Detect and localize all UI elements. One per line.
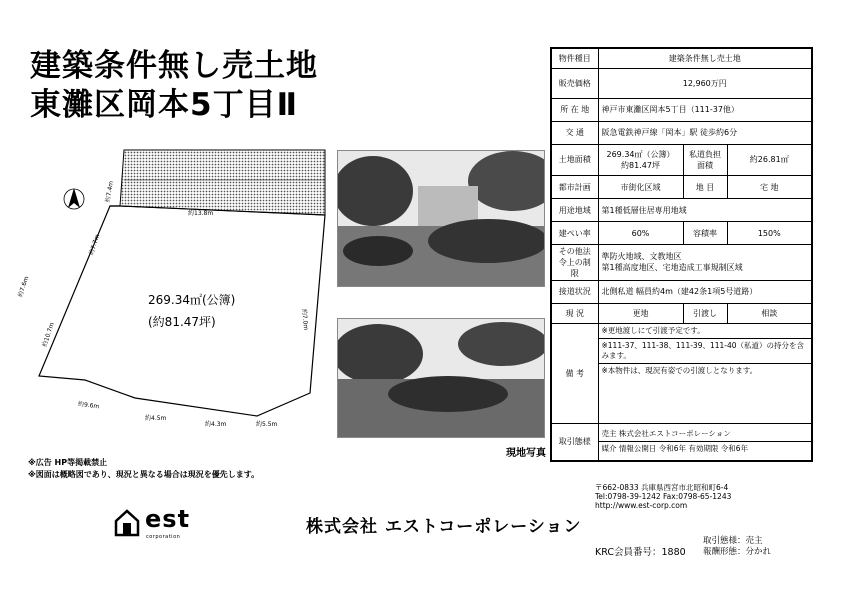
land-category-value: 宅 地 <box>727 176 812 199</box>
table-row <box>551 199 812 222</box>
title-line1: 建築条件無し売土地 <box>30 48 318 84</box>
drawing-note: ※図面は概略図であり、現況と異なる場合は現況を優先します。 <box>28 470 260 479</box>
zoning-value: 市街化区域 <box>598 176 683 199</box>
row-label: 交 通 <box>551 121 598 144</box>
dim-label: 約7.7m <box>88 233 102 257</box>
ad-note: ※広告 HP等掲載禁止 <box>28 458 108 467</box>
row-label: その他法令上の制限 <box>551 245 598 281</box>
dim-label: 約7.6m <box>17 275 31 299</box>
row-label: 接道状況 <box>551 280 598 303</box>
phone-line: Tel:0798-39-1242 Fax:0798-65-1243 <box>595 492 732 501</box>
url-line[interactable]: http://www.est-corp.com <box>595 501 688 510</box>
transaction-line: 売主 株式会社エストコーポレーション <box>601 429 731 439</box>
coverage-value: 60% <box>598 222 683 245</box>
house-logo-icon <box>112 507 142 537</box>
dim-label: 約7.0m <box>300 308 310 331</box>
table-row <box>551 423 812 461</box>
private-road-area <box>120 150 325 215</box>
table-row <box>551 48 812 69</box>
krc-member-number: KRC会員番号：1880 <box>595 547 686 558</box>
road-value: 北側私道 幅員約4m（建42条1項5号道路） <box>598 280 812 303</box>
remark-line: ※本物件は、現況有姿での引渡しとなります。 <box>599 363 812 378</box>
trade-mode: 取引態様：売主 <box>703 536 763 546</box>
status-value: 更地 <box>598 303 683 324</box>
row-label: 引渡し <box>683 303 727 324</box>
site-photo-1 <box>337 150 545 287</box>
lot-tsubo-text: (約81.47坪) <box>148 315 216 329</box>
law-value-line: 第1種高度地区、宅地造成工事規制区域 <box>601 263 743 273</box>
table-row <box>551 303 812 324</box>
row-label: 備 考 <box>551 324 598 423</box>
remark-line: ※111-37、111-38、111-39、111-40（私道）の持分を含みます。 <box>599 338 812 363</box>
trade-terms <box>703 536 771 558</box>
private-road-value: 約26.81㎡ <box>727 144 812 175</box>
site-photo-2 <box>337 318 545 438</box>
dim-label: 約5.5m <box>256 421 278 428</box>
company-name: 株式会社 エストコーポレーション <box>306 517 582 537</box>
dim-label: 約13.8m <box>188 210 214 217</box>
row-label: 所 在 地 <box>551 98 598 121</box>
table-row <box>551 144 812 175</box>
remarks-cell <box>598 324 812 423</box>
row-label: 物件種目 <box>551 48 598 69</box>
row-label: 都市計画 <box>551 176 598 199</box>
area-value-line: 約81.47坪 <box>621 160 660 170</box>
row-label: 容積率 <box>683 222 727 245</box>
table-row <box>551 69 812 98</box>
floor-ratio-value: 150% <box>727 222 812 245</box>
dim-label: 約9.6m <box>77 400 100 411</box>
property-type-value: 建築条件無し売土地 <box>598 48 812 69</box>
row-label: 私道負担面積 <box>683 144 727 175</box>
logo-subtext: corporation <box>146 534 181 540</box>
lot-area-text: 269.34㎡(公簿) <box>148 293 236 307</box>
law-value-line: 準防火地域、文教地区 <box>601 252 682 262</box>
company-address <box>595 483 731 510</box>
handover-value: 相談 <box>727 303 812 324</box>
row-label: 販売価格 <box>551 69 598 98</box>
address-value: 神戸市東灘区岡本5丁目（111-37他） <box>598 98 812 121</box>
area-value <box>598 144 683 175</box>
dim-label: 約7.4m <box>104 180 115 203</box>
row-label: 建ぺい率 <box>551 222 598 245</box>
price-value: 12,960万円 <box>598 69 812 98</box>
dim-label: 約4.3m <box>205 421 227 428</box>
transaction-line: 媒介 情報公開日 令和6年 有効期限 令和6年 <box>599 441 812 456</box>
row-label: 現 況 <box>551 303 598 324</box>
title-line2: 東灘区岡本5丁目Ⅱ <box>30 87 298 123</box>
row-label: 土地面積 <box>551 144 598 175</box>
property-info-table <box>550 47 813 462</box>
table-row <box>551 222 812 245</box>
row-label: 取引態様 <box>551 423 598 461</box>
remark-line: ※更地渡しにて引渡予定です。 <box>601 326 705 336</box>
lot-boundary <box>39 206 325 416</box>
table-row <box>551 280 812 303</box>
table-row <box>551 324 812 423</box>
fee-mode: 報酬形態：分かれ <box>703 547 772 557</box>
logo-text: est <box>145 505 191 533</box>
photo-caption: 現地写真 <box>506 448 546 459</box>
table-row <box>551 98 812 121</box>
row-label: 地 目 <box>683 176 727 199</box>
table-row <box>551 176 812 199</box>
table-row <box>551 121 812 144</box>
law-value <box>598 245 812 281</box>
row-label: 用途地域 <box>551 199 598 222</box>
dim-label: 約4.5m <box>145 415 167 422</box>
transport-value: 阪急電鉄神戸線「岡本」駅 徒歩約6分 <box>598 121 812 144</box>
use-district-value: 第1種低層住居専用地域 <box>598 199 812 222</box>
transaction-cell <box>598 423 812 461</box>
address-line: 〒662-0833 兵庫県西宮市北昭和町6-4 <box>595 483 729 492</box>
dim-label: 約10.7m <box>41 321 56 348</box>
table-row <box>551 245 812 281</box>
area-value-line: 269.34㎡（公簿） <box>606 149 675 159</box>
